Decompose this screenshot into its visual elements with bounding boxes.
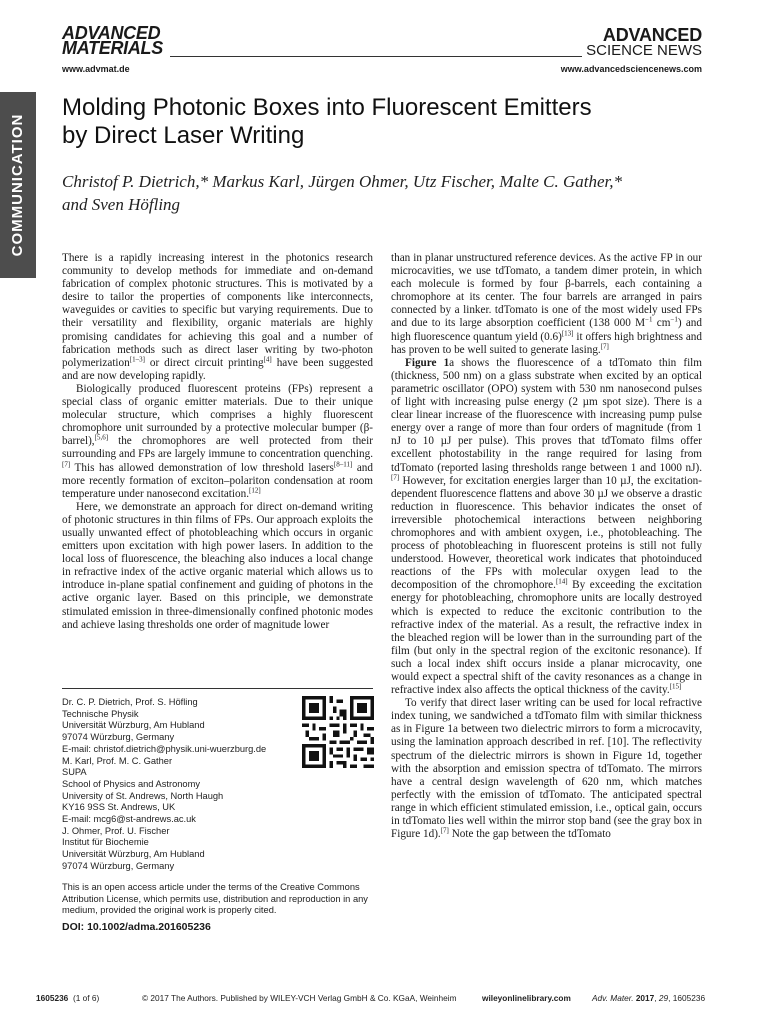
license-note: This is an open access article under the terms of the Creative Commons Attribution License, which permits use, distribution and reproduction in any medium, provided the original work is properly cited. [62,882,368,916]
footnote-rule [62,688,373,689]
figure-ref-link[interactable]: Figure 1 [405,356,450,369]
paragraph: There is a rapidly increasing interest in the photonics research community to develop methods for immediate and on-demand fabrication of complex photonic structures. This is motivated by a desire to tailor the properties of components like interconnects, waveguides or cavities to specific but varying requirements. Due to their versatility and flexibility, organic materials are highly promising candidates for achieving this goal and a number of fabrication methods such as direct laser writing by two-photon polymerization[1–3] or direct circuit printing[4] have been suggested and are now developing rapidly. [62,252,373,382]
email-link[interactable]: E-mail: christof.dietrich@physik.uni-wuerzburg.de [62,743,267,754]
paragraph: Here, we demonstrate an approach for direct on-demand writing of photonic structures in thin films of FPs. Our approach exploits the usually unwanted effect of photobleaching which occurs in organic emitters upon excitation with high power lasers. In addition to the local loss of fluorescence, the bleaching also induces a local change in refractive index of the active organic material which allows us to introduce in-plane spatial confinement and guiding of photons in the active organic layer. Based on this principle, we demonstrate stimulated emission in three-dimensionally confined photonic modes and achieve lasing thresholds one order of magnitude lower [62,500,373,631]
paragraph: than in planar unstructured reference devices. As the active FP in our microcavities, we use tdTomato, a tandem dimer protein, in which each molecule is formed by four β-barrels, each containing a chromophore at its center. The four barrels are arranged in pairs connected by a linker. tdTomato is one of the most widely used FPs and due to its large absorption coefficient (138 000 $M^{-1}$ $cm^{-1}$) and high fluorescence quantum yield (0.6)[13] it offers high brightness and has proven to be well suited to generate lasing.[7] [391,252,702,356]
section-tab-label: COMMUNICATION [9,113,26,257]
doi-link[interactable]: DOI: 10.1002/adma.201605236 [62,921,211,933]
publisher-logo: ADVANCED SCIENCE NEWS [586,25,702,59]
affiliations: Dr. C. P. Dietrich, Prof. S. Höfling Technische Physik Universität Würzburg, Am Hubland 97074 Würzburg, Germany E-mail: christof.dietrich@physik.uni-wuerzburg.de M. Karl, Prof. M. C. Gather SUPA School of Physics and Astronomy University of St. Andrews, North Haugh KY16 9SS St. Andrews, UK E-mail: mcg6@st-andrews.ac.uk J. Ohmer, Prof. U. Fischer Institut für Biochemie Universität Würzburg, Am Hubland 97074 Würzburg, Germany [62,697,294,873]
journal-logo: ADVANCED MATERIALS [62,23,163,58]
footer-site-link[interactable]: wileyonlinelibrary.com [482,993,571,1003]
section-tab [0,92,36,278]
footer-page-id: 1605236 (1 of 6) [36,993,100,1003]
paragraph: To verify that direct laser writing can be used for local refractive index tuning, we sandwiched a tdTomato film with similar thickness as in Figure 1a between two dielectric mirrors to form a microcavity, using the lamination approach described in ref. [10]. The reflectivity spectrum of the dielectric mirrors is shown in Figure 1d, together with the absorption and emission spectra of tdTomato. The mirrors have a central design wavelength of 620 nm, which matches perfectly with the emission of tdTomato. The anticipated spectral range in which efficient stimulated emission, i.e., optical gain, occurs in tdTomato lies well within the mirror stop band (see the gray box in Figure 1d).[7] Note the gap between the tdTomato [391,697,702,841]
journal-url[interactable]: www.advmat.de [62,64,130,74]
qr-code-icon[interactable] [302,696,374,768]
header-rule [170,56,582,57]
footer-copyright: © 2017 The Authors. Published by WILEY-VCH Verlag GmbH & Co. KGaA, Weinheim [142,993,457,1003]
author-list: Christof P. Dietrich,* Markus Karl, Jürgen Ohmer, Utz Fischer, Malte C. Gather,* and Sven Höfling [62,172,623,214]
publisher-url[interactable]: www.advancedsciencenews.com [560,64,702,74]
email-link[interactable]: E-mail: mcg6@st-andrews.ac.uk [62,814,196,825]
body-left-column [62,252,373,632]
footer-citation: Adv. Mater. 2017, 29, 1605236 [592,993,706,1003]
article-title: Molding Photonic Boxes into Fluorescent Emitters by Direct Laser Writing [62,94,592,149]
paragraph: Biologically produced fluorescent proteins (FPs) represent a special class of organic emitter materials. Due to their unique molecular structure, which comprises a highly fluorescent chromophore unit surrounded by a protective molecular bumper (β-barrel),[5,6] the chromophores are well protected from their surrounding and FPs are largely immune to concentration quenching.[7] This has allowed demonstration of low threshold lasers[8–11] and more recently formation of exciton–polariton condensation at room temperature under nanosecond excitation.[12] [62,382,373,500]
body-right-column [391,252,702,841]
paragraph: Figure 1a shows the fluorescence of a tdTomato thin film (thickness, 500 nm) on a glass substrate when excited by an optical parametric oscillator (OPO) system with 530 nm nanosecond pulses of light with increasing pulse energy (2 µm spot size). There is a clear linear increase of the fluorescence with increasing pump pulse energy over a range of more than four orders of magnitude (from 1 nJ to 10 µJ per pulse). This proves that tdTomato films offer excellent photostability in the range required for lasing from tdTomato (reported lasing thresholds range between 1 and 1000 nJ).[7] However, for excitation energies larger than 10 µJ, the excitation-dependent fluorescence flattens and above 30 µJ we observe a drastic reduction in fluorescence. This behavior indicates the onset of irreversible photochemical interactions between neighboring chromophores and with ambient oxygen, i.e., photobleaching. The process of photobleaching in fluorescent proteins is still not fully understood. However, theoretical work indicates that photoinduced reactions of the FPs with molecular oxygen lead to the decomposition of the chromophore.[14] By exceeding the excitation energy for photobleaching, chromophore units are locally destroyed which is expected to reduce the excitonic contribution to the refractive index of the material. As a result, the refractive index in the bleached region will be lower than in the surrounding part of the film (but only in the spectral region of the excitonic resonance). If such a local index shift occurs inside a planar microcavity, one would expect a spectral shift of the cavity resonances as a change in refractive index also affects the optical thickness of the cavity.[15] [391,356,702,697]
